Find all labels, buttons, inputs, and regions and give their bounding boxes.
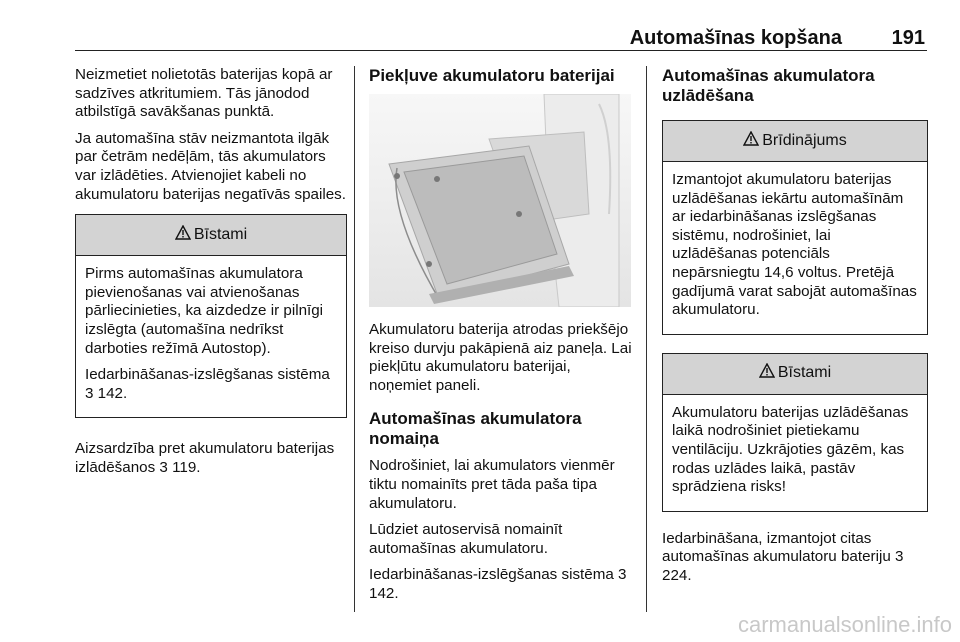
danger-box-body xyxy=(663,395,927,511)
danger-box-title: Bīstami xyxy=(193,225,248,243)
battery-access-illustration xyxy=(369,94,631,307)
paragraph: Lūdziet autoservisā nomainīt automašīnas akumulatoru. xyxy=(369,521,563,557)
page-number: 191 xyxy=(891,27,925,49)
paragraph: Akumulatoru baterija atrodas priekšējo kreiso durvju pakāpienā aiz paneļa. Lai piekļūtu akumulatoru baterijai, noņemiet paneli. xyxy=(369,321,632,394)
danger-box-header xyxy=(663,354,927,395)
paragraph: Akumulatoru baterijas uzlādēšanas laikā nodrošiniet pietiekamu ventilāciju. Uzkrājoties gāzēm, kas rodas uzlādes laikā, pastāv sprādziena risks! xyxy=(672,403,909,496)
section-heading: Automašīnas akumulatora nomaiņa xyxy=(369,409,582,449)
paragraph: Neizmetiet nolietotās baterijas kopā ar sadzīves atkritumiem. Tās jānodod atbilstīgā savākšanas punktā. xyxy=(75,66,333,121)
warning-box xyxy=(662,120,928,335)
danger-box-title: Bīstami xyxy=(777,364,832,382)
danger-box-body xyxy=(76,256,346,417)
paragraph: Iedarbināšanas-izslēgšanas sistēma 3 142. xyxy=(85,366,330,402)
danger-box-header xyxy=(76,215,346,256)
danger-box xyxy=(662,353,928,512)
paragraph: Nodrošiniet, lai akumulators vienmēr tiktu nomainīts pret tāda paša tipa akumulatoru. xyxy=(369,457,615,512)
warning-box-body xyxy=(663,162,927,334)
warning-triangle-icon xyxy=(743,131,759,152)
warning-triangle-icon xyxy=(175,225,191,246)
warning-box-title: Brīdinājums xyxy=(762,131,847,149)
page-header xyxy=(75,0,927,51)
column-1 xyxy=(75,66,347,486)
column-divider xyxy=(354,66,355,612)
section-heading: Piekļuve akumulatoru baterijai xyxy=(369,66,615,85)
column-3 xyxy=(662,66,928,594)
paragraph: Izmantojot akumulatoru baterijas uzlādēšanas iekārtu automašīnām ar iedarbināšanas izslēgšanas sistēmu, nodrošiniet, lai uzlādēšanas potenciāls nepārsniegtu 14,6 voltus. Pretējā gadījumā varat sabojāt automašīnas akumulatoru. xyxy=(672,171,917,319)
paragraph: Pirms automašīnas akumulatora pievienošanas vai atvienošanas pārliecinieties, ka aizdedze ir pilnīgi izslēgta (automašīna nedrīkst darboties režīmā Autostop). xyxy=(85,265,324,357)
paragraph: Iedarbināšanas-izslēgšanas sistēma 3 142. xyxy=(369,566,627,602)
watermark: carmanualsonline.info xyxy=(737,612,952,637)
danger-box xyxy=(75,214,347,418)
paragraph: Ja automašīna stāv neizmantota ilgāk par četrām nedēļām, tās akumulators var izlādēties. Atvienojiet kabeli no akumulatoru baterijas negatīvās spailes. xyxy=(75,129,346,203)
column-2 xyxy=(369,66,633,612)
page-title: Automašīnas kopšana xyxy=(629,27,842,49)
paragraph: Iedarbināšana, izmantojot citas automašīnas akumulatoru bateriju 3 224. xyxy=(662,529,904,584)
paragraph: Aizsardzība pret akumulatoru baterijas izlādēšanos 3 119. xyxy=(75,440,335,476)
warning-box-header xyxy=(663,121,927,162)
section-heading: Automašīnas akumulatora uzlādēšana xyxy=(662,66,875,105)
column-divider xyxy=(646,66,647,612)
warning-triangle-icon xyxy=(759,363,775,384)
